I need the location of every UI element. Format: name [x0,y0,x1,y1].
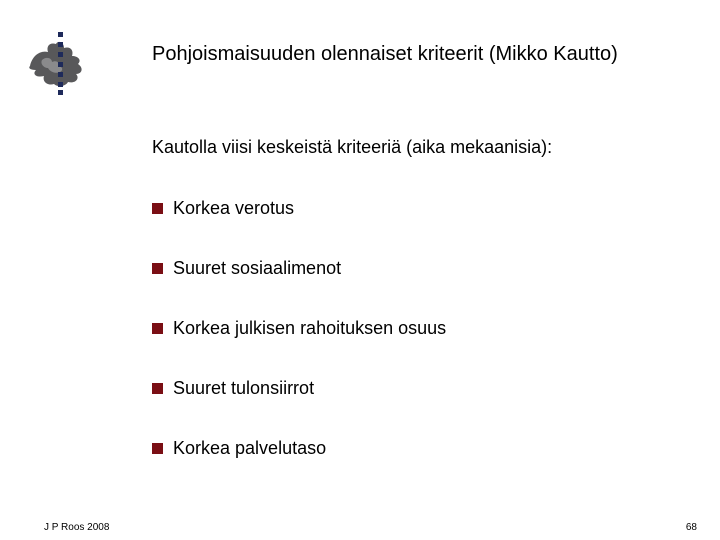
bullet-item [152,196,446,220]
bullet-item [152,376,446,400]
bullet-item [152,316,446,340]
slide-intro-text: Kautolla viisi keskeistä kriteeriä (aika mekaanisia): [152,137,553,157]
bullet-text: Korkea julkisen rahoituksen osuus [173,318,447,338]
square-bullet-icon [152,203,163,214]
bullet-list [152,196,446,496]
slide-title: Pohjoismaisuuden olennaiset kriteerit (Mikko Kautto) [152,43,618,65]
footer-author: J P Roos 2008 [44,522,110,533]
university-flame-logo-icon [22,30,92,96]
page-number: 68 [685,522,697,533]
bullet-text: Korkea verotus [173,198,295,218]
bullet-item [152,256,446,280]
square-bullet-icon [152,383,163,394]
bullet-text: Suuret sosiaalimenot [173,258,342,278]
square-bullet-icon [152,443,163,454]
bullet-item [152,436,446,460]
square-bullet-icon [152,323,163,334]
bullet-text: Korkea palvelutaso [173,438,327,458]
bullet-text: Suuret tulonsiirrot [173,378,315,398]
square-bullet-icon [152,263,163,274]
